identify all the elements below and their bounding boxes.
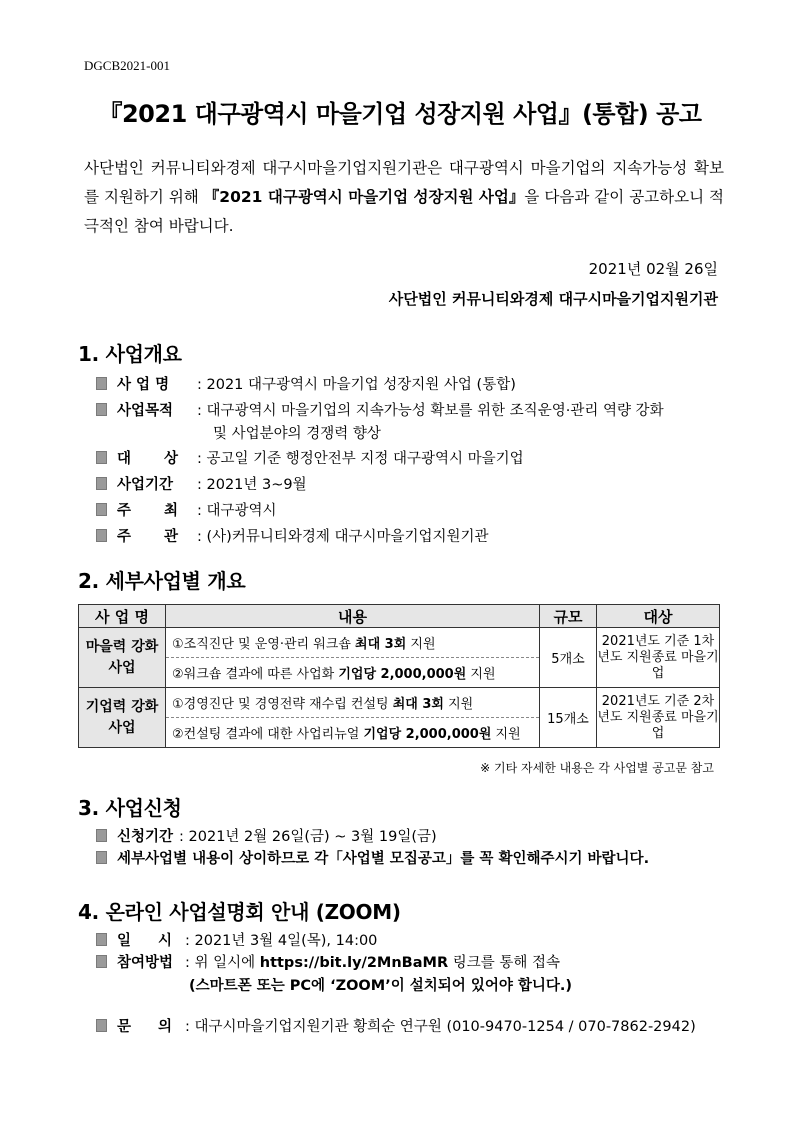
announcement-date: 2021년 02월 26일 xyxy=(588,260,718,278)
program-content-line xyxy=(166,688,540,718)
application-notice-text: 세부사업별 내용이 상이하므로 각「사업별 모집공고」를 꼭 확인해주시기 바랍니다. xyxy=(117,851,650,867)
content-text: 지원 xyxy=(466,667,496,682)
briefing-method xyxy=(96,952,560,974)
intro-text-1: 사단법인 커뮤니티와경제 대구시마을기업지원기관은 대구광역시 마을기업의 지속가능성 확보를 지원하기 위해 xyxy=(84,159,724,206)
table-header-content: 내용 xyxy=(166,605,540,628)
program-scale: 15개소 xyxy=(540,688,597,748)
square-bullet-icon xyxy=(96,529,107,542)
content-text: 지원 xyxy=(491,727,521,742)
application-period xyxy=(96,826,437,848)
overview-label: 대 상 xyxy=(117,451,179,467)
square-bullet-icon xyxy=(96,851,107,864)
intro-text-2: 을 다음과 같이 공고하오니 적극적인 참여 바랍니다. xyxy=(84,188,725,235)
content-text: ①경영진단 및 경영전략 재수립 컨설팅 xyxy=(172,697,393,712)
content-emphasis: 최대 3회 xyxy=(355,637,407,652)
content-emphasis: 기업당 2,000,000원 xyxy=(363,727,492,742)
overview-label: 주 최 xyxy=(117,503,179,519)
program-category: 마을력 강화 사업 xyxy=(79,628,166,688)
document-id: DGCB2021-001 xyxy=(84,58,170,73)
briefing-method-text: 링크를 통해 접속 xyxy=(448,955,561,971)
issuing-organization: 사단법인 커뮤니티와경제 대구시마을기업지원기관 xyxy=(388,290,718,308)
program-target: 2021년도 기준 1차년도 지원종료 마을기업 xyxy=(597,628,720,688)
briefing-method-note: (스마트폰 또는 PC에 ‘ZOOM’이 설치되어 있어야 합니다.) xyxy=(189,978,573,994)
overview-item xyxy=(96,374,516,396)
section-2-heading: 2. 세부사업별 개요 xyxy=(78,569,246,593)
overview-value: : 대구광역시 xyxy=(197,503,277,519)
briefing-method-label: 참여방법 xyxy=(117,955,174,971)
overview-item xyxy=(96,526,489,548)
square-bullet-icon xyxy=(96,503,107,516)
program-category: 기업력 강화 사업 xyxy=(79,688,166,748)
square-bullet-icon xyxy=(96,955,107,968)
table-row xyxy=(79,628,720,658)
table-note: ※ 기타 자세한 내용은 각 사업별 공고문 참고 xyxy=(480,761,714,775)
square-bullet-icon xyxy=(96,477,107,490)
overview-label: 사업목적 xyxy=(117,403,174,419)
table-header-program: 사 업 명 xyxy=(79,605,166,628)
program-target: 2021년도 기준 2차년도 지원종료 마을기업 xyxy=(597,688,720,748)
content-text: ②컨설팅 결과에 대한 사업리뉴얼 xyxy=(172,727,364,742)
contact-info xyxy=(96,1016,696,1038)
program-scale: 5개소 xyxy=(540,628,597,688)
briefing-method-text: : 위 일시에 xyxy=(185,955,260,971)
overview-item xyxy=(96,400,664,422)
content-emphasis: 기업당 2,000,000원 xyxy=(338,667,467,682)
zoom-link[interactable]: https://bit.ly/2MnBaMR xyxy=(259,955,449,971)
square-bullet-icon xyxy=(96,451,107,464)
square-bullet-icon xyxy=(96,377,107,390)
section-4-heading: 4. 온라인 사업설명회 안내 (ZOOM) xyxy=(78,900,401,924)
briefing-datetime xyxy=(96,930,377,952)
table-row xyxy=(79,688,720,718)
overview-value: : 2021년 3~9월 xyxy=(197,477,307,493)
overview-item xyxy=(96,448,524,470)
briefing-datetime-label: 일 시 xyxy=(117,933,173,949)
program-table xyxy=(78,604,720,748)
overview-value: : (사)커뮤니티와경제 대구시마을기업지원기관 xyxy=(197,529,489,545)
overview-item xyxy=(96,500,277,522)
content-text: ①조직진단 및 운영·관리 워크숍 xyxy=(172,637,356,652)
table-header-target: 대상 xyxy=(597,605,720,628)
application-period-label: 신청기간 xyxy=(117,829,174,845)
application-notice xyxy=(96,848,649,870)
contact-label: 문 의 xyxy=(117,1019,173,1035)
program-content-line xyxy=(166,718,540,748)
overview-value: : 공고일 기준 행정안전부 지정 대구광역시 마을기업 xyxy=(197,451,524,467)
overview-value-continued: 및 사업분야의 경쟁력 향상 xyxy=(213,426,381,442)
briefing-datetime-value: : 2021년 3월 4일(목), 14:00 xyxy=(185,933,378,949)
overview-value: : 대구광역시 마을기업의 지속가능성 확보를 위한 조직운영·관리 역량 강화 xyxy=(197,403,664,419)
contact-value: : 대구시마을기업지원기관 황희순 연구원 (010-9470-1254 / 070-7862-2942) xyxy=(185,1019,696,1035)
overview-label: 사 업 명 xyxy=(117,377,170,393)
intro-program-name: 『2021 대구광역시 마을기업 성장지원 사업』 xyxy=(203,188,525,206)
program-content-line xyxy=(166,658,540,688)
content-text: ②워크숍 결과에 따른 사업화 xyxy=(172,667,339,682)
page-title: 『2021 대구광역시 마을기업 성장지원 사업』(통합) 공고 xyxy=(98,100,702,128)
program-content-line xyxy=(166,628,540,658)
overview-label: 사업기간 xyxy=(117,477,174,493)
overview-label: 주 관 xyxy=(117,529,179,545)
square-bullet-icon xyxy=(96,829,107,842)
square-bullet-icon xyxy=(96,933,107,946)
application-period-value: : 2021년 2월 26일(금) ~ 3월 19일(금) xyxy=(179,829,437,845)
section-3-heading: 3. 사업신청 xyxy=(78,796,182,820)
intro-paragraph xyxy=(84,154,724,241)
square-bullet-icon xyxy=(96,1019,107,1032)
overview-item xyxy=(96,474,307,496)
square-bullet-icon xyxy=(96,403,107,416)
section-1-heading: 1. 사업개요 xyxy=(78,342,182,366)
content-text: 지원 xyxy=(443,697,474,712)
content-emphasis: 최대 3회 xyxy=(392,697,444,712)
table-header-scale: 규모 xyxy=(540,605,597,628)
overview-value: : 2021 대구광역시 마을기업 성장지원 사업 (통합) xyxy=(197,377,516,393)
content-text: 지원 xyxy=(406,637,436,652)
